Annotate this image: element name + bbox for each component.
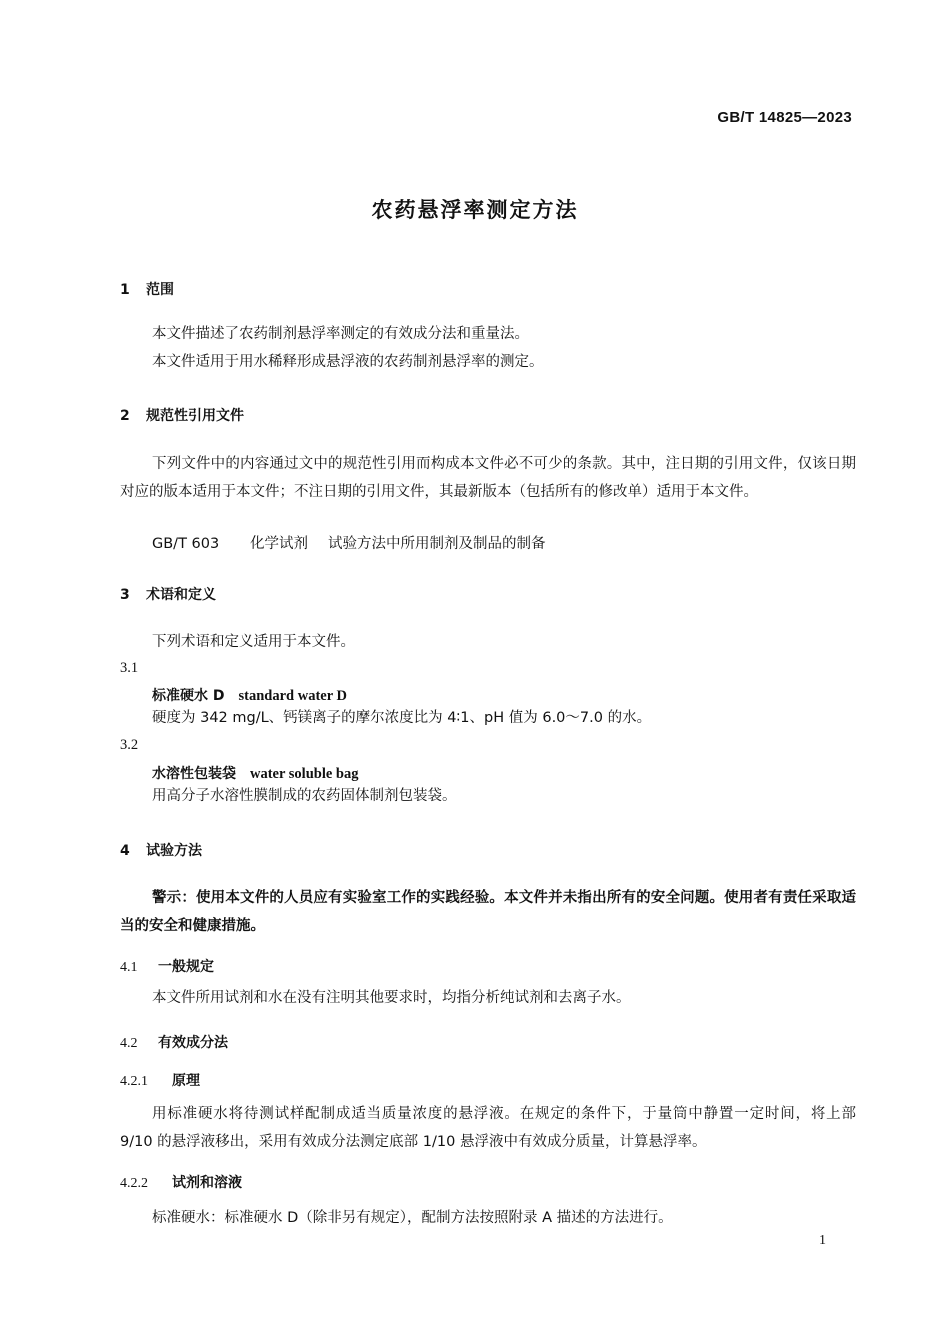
section-title: 术语和定义 — [146, 587, 216, 603]
section-4-heading — [120, 840, 202, 860]
term-3-1-number: 3.1 — [120, 660, 139, 676]
section-number: 4.1 — [120, 960, 138, 975]
term-english: water soluble bag — [250, 766, 359, 782]
subsection-4-1-paragraph: 本文件所用试剂和水在没有注明其他要求时，均指分析纯试剂和去离子水。 — [152, 990, 631, 1006]
warning-notice: 警示：使用本文件的人员应有实验室工作的实践经验。本文件并未指出所有的安全问题。使用者有责任采取适当的安全和健康措施。 — [120, 890, 856, 934]
term-3-2 — [152, 763, 359, 783]
subsection-4-2-heading — [120, 1032, 228, 1052]
section-number: 2 — [120, 408, 130, 424]
normative-reference — [152, 530, 546, 558]
subsection-4-2-1-heading — [120, 1070, 200, 1090]
section-1-paragraph-1: 本文件描述了农药制剂悬浮率测定的有效成分法和重量法。 — [152, 326, 529, 342]
section-title: 试验方法 — [146, 843, 202, 859]
section-3-heading — [120, 584, 216, 604]
term-chinese: 标准硬水 D — [152, 688, 225, 704]
subsection-4-2-1-paragraph: 用标准硬水将待测试样配制成适当质量浓度的悬浮液。在规定的条件下，于量筒中静置一定时间，将上部 9/10 的悬浮液移出，采用有效成分法测定底部 1/10 悬浮液中有效成分质量，计算悬浮率。 — [120, 1106, 856, 1150]
standard-code: GB/T 14825—2023 — [717, 109, 852, 126]
section-2-heading — [120, 405, 244, 425]
section-1-heading — [120, 279, 174, 299]
section-1-paragraph-2: 本文件适用于用水稀释形成悬浮液的农药制剂悬浮率的测定。 — [152, 354, 544, 370]
reference-title-part-a: 化学试剂 — [250, 536, 308, 552]
section-number: 3 — [120, 587, 130, 603]
section-title: 试剂和溶液 — [172, 1175, 242, 1191]
term-3-2-number: 3.2 — [120, 737, 139, 753]
section-number: 4.2 — [120, 1036, 138, 1051]
section-3-paragraph: 下列术语和定义适用于本文件。 — [152, 634, 355, 650]
page-title: 农药悬浮率测定方法 — [371, 198, 579, 222]
subsection-4-2-2-paragraph: 标准硬水：标准硬水 D（除非另有规定），配制方法按照附录 A 描述的方法进行。 — [152, 1210, 673, 1226]
section-title: 规范性引用文件 — [146, 408, 244, 424]
section-number: 4.2.2 — [120, 1176, 148, 1191]
section-2-paragraph: 下列文件中的内容通过文中的规范性引用而构成本文件必不可少的条款。其中，注日期的引用文件，仅该日期对应的版本适用于本文件；不注日期的引用文件，其最新版本（包括所有的修改单）适用于本文件。 — [120, 456, 856, 500]
reference-title-part-b: 试验方法中所用制剂及制品的制备 — [328, 536, 546, 552]
section-title: 原理 — [172, 1073, 200, 1089]
reference-code: GB/T 603 — [152, 536, 220, 552]
section-number: 1 — [120, 282, 130, 298]
term-chinese: 水溶性包装袋 — [152, 766, 236, 782]
term-3-1-definition: 硬度为 342 mg/L、钙镁离子的摩尔浓度比为 4∶1、pH 值为 6.0～7.0 的水。 — [152, 710, 652, 726]
page-number: 1 — [819, 1233, 826, 1248]
section-title: 一般规定 — [158, 959, 214, 975]
term-english: standard water D — [238, 688, 347, 704]
section-number: 4 — [120, 843, 130, 859]
section-number: 4.2.1 — [120, 1074, 148, 1089]
subsection-4-1-heading — [120, 956, 214, 976]
section-title: 范围 — [146, 282, 174, 298]
subsection-4-2-2-heading — [120, 1172, 242, 1192]
term-3-1 — [152, 685, 347, 705]
section-title: 有效成分法 — [158, 1035, 228, 1051]
term-3-2-definition: 用高分子水溶性膜制成的农药固体制剂包装袋。 — [152, 788, 457, 804]
